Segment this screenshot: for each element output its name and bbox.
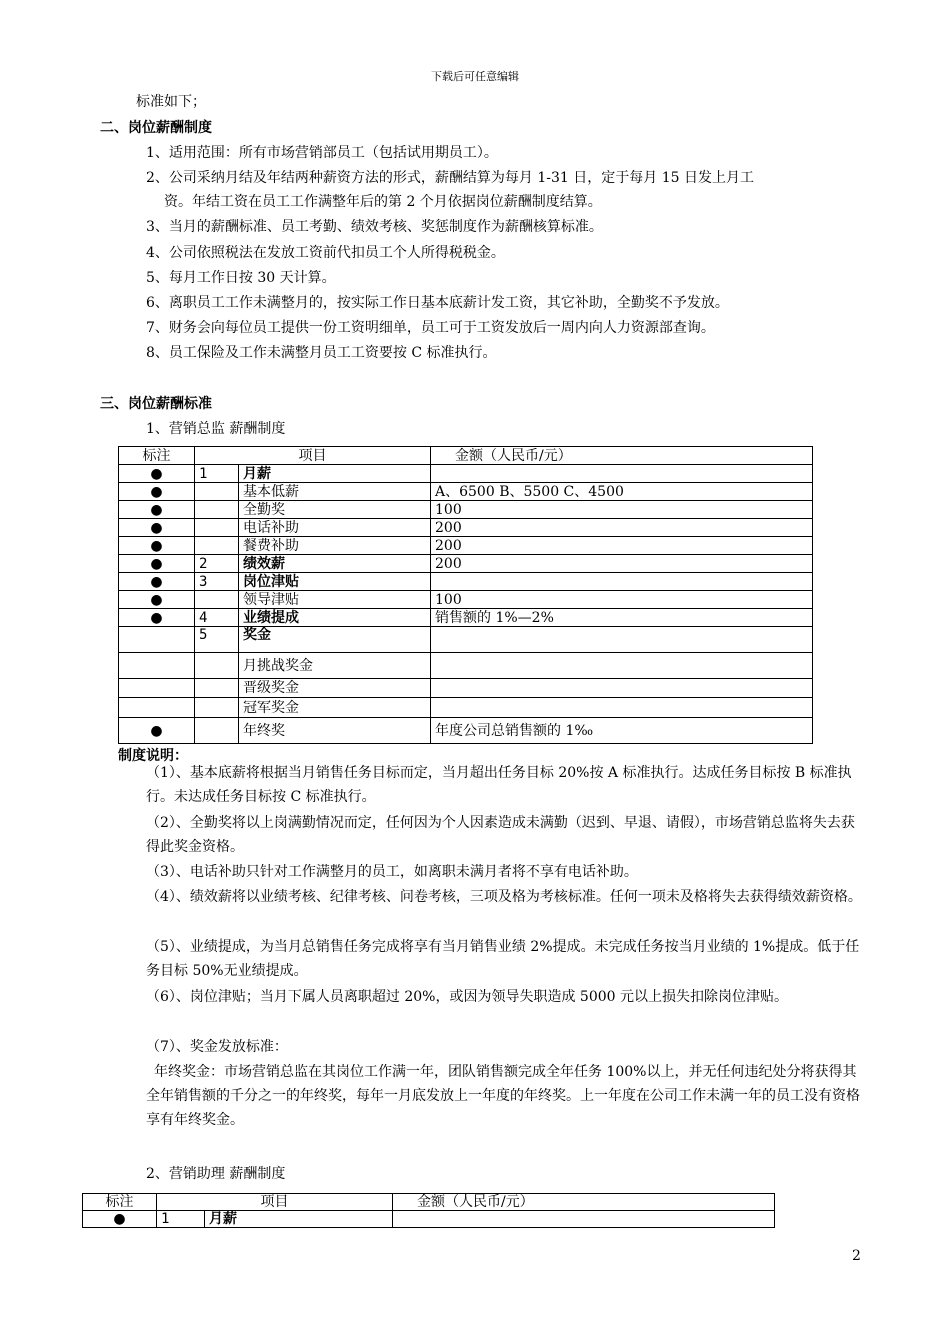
row-item: 晋级奖金 xyxy=(239,679,431,698)
note-paragraph: （7）、奖金发放标准： xyxy=(146,1039,288,1055)
row-mark: ● xyxy=(119,465,195,483)
row-mark: ● xyxy=(119,573,195,591)
section-2-item-continued: 资。年结工资在员工工作满整年后的第 2 个月依据岗位薪酬制度结算。 xyxy=(164,194,602,210)
note-paragraph: （6）、岗位津贴；当月下属人员离职超过 20%，或因为领导失职造成 5000 元以上损失扣除岗位津贴。 xyxy=(146,989,789,1005)
row-number xyxy=(195,537,239,555)
row-number xyxy=(195,653,239,679)
table-header-row xyxy=(119,447,813,465)
section-2-item: 7、财务会向每位员工提供一份工资明细单，员工可于工资发放后一周内向人力资源部查询。 xyxy=(146,320,715,336)
row-mark: ● xyxy=(119,591,195,609)
row-mark: ● xyxy=(119,609,195,627)
table-row xyxy=(119,718,813,744)
header-item: 项目 xyxy=(195,447,431,465)
section-2-item: 2、公司采纳月结及年结两种薪资方法的形式，薪酬结算为每月 1-31 日，定于每月 15 日发上月工 xyxy=(146,170,754,186)
note-paragraph: （5）、业绩提成，为当月总销售任务完成将享有当月销售业绩 2%提成。未完成任务按当月业绩的 1%提成。低于任务目标 50%无业绩提成。 xyxy=(146,939,860,979)
row-number xyxy=(195,501,239,519)
row-item: 领导津贴 xyxy=(239,591,431,609)
table-row xyxy=(119,653,813,679)
row-amount: 200 xyxy=(431,519,813,537)
row-mark xyxy=(119,627,195,653)
row-item: 月薪 xyxy=(239,465,431,483)
row-mark: ● xyxy=(119,501,195,519)
row-number: 1 xyxy=(195,465,239,483)
page-header: 下载后可任意编辑 xyxy=(431,70,519,83)
row-item: 月薪 xyxy=(205,1211,393,1228)
row-amount: 销售额的 1%—2% xyxy=(431,609,813,627)
row-mark: ● xyxy=(119,483,195,501)
row-item: 年终奖 xyxy=(239,718,431,744)
table-row xyxy=(119,537,813,555)
row-amount xyxy=(431,573,813,591)
row-item: 岗位津贴 xyxy=(239,573,431,591)
row-item: 绩效薪 xyxy=(239,555,431,573)
table-row xyxy=(119,591,813,609)
header-mark: 标注 xyxy=(83,1194,157,1211)
table-row xyxy=(119,679,813,698)
row-amount xyxy=(431,653,813,679)
row-amount: 年度公司总销售额的 1‰ xyxy=(431,718,813,744)
table-row xyxy=(119,519,813,537)
note-paragraph: （3）、电话补助只针对工作满整月的员工，如离职未满月者将不享有电话补助。 xyxy=(146,864,638,880)
row-number xyxy=(195,519,239,537)
table-row xyxy=(119,501,813,519)
row-amount: 100 xyxy=(431,591,813,609)
section-2-item: 3、当月的薪酬标准、员工考勤、绩效考核、奖惩制度作为薪酬核算标准。 xyxy=(146,219,603,235)
table-2-caption: 2、营销助理 薪酬制度 xyxy=(146,1166,286,1182)
row-number xyxy=(195,718,239,744)
section-2-item: 6、离职员工工作未满整月的，按实际工作日基本底薪计发工资，其它补助，全勤奖不予发放。 xyxy=(146,295,729,311)
row-mark: ● xyxy=(119,555,195,573)
section-2-title: 二、岗位薪酬制度 xyxy=(100,120,212,136)
note-paragraph: （4）、绩效薪将以业绩考核、纪律考核、问卷考核，三项及格为考核标准。任何一项未及格将失去获得绩效薪资格。 xyxy=(146,889,862,905)
row-amount xyxy=(431,698,813,718)
row-amount: 200 xyxy=(431,555,813,573)
row-number: 1 xyxy=(157,1211,205,1228)
note-paragraph: 年终奖金：市场营销总监在其岗位工作满一年，团队销售额完成全年任务 100%以上，并无任何违纪处分将获得其全年销售额的千分之一的年终奖，每年一月底发放上一年度的年终奖。上一年度在公司工作未满一年的员工没有资格享有年终奖金。 xyxy=(146,1064,860,1128)
row-mark: ● xyxy=(83,1211,157,1228)
row-mark xyxy=(119,679,195,698)
note-paragraph: （1）、基本底薪将根据当月销售任务目标而定，当月超出任务目标 20%按 A 标准执行。达成任务目标按 B 标准执行。未达成任务目标按 C 标准执行。 xyxy=(146,765,852,805)
row-item: 月挑战奖金 xyxy=(239,653,431,679)
row-number xyxy=(195,483,239,501)
row-item: 业绩提成 xyxy=(239,609,431,627)
row-number xyxy=(195,698,239,718)
page-number: 2 xyxy=(852,1248,861,1264)
salary-table-assistant xyxy=(82,1193,775,1228)
header-mark: 标注 xyxy=(119,447,195,465)
row-mark: ● xyxy=(119,537,195,555)
table-row xyxy=(119,627,813,653)
table-row xyxy=(83,1211,775,1228)
intro-text: 标准如下； xyxy=(136,94,206,110)
header-item: 项目 xyxy=(157,1194,393,1211)
row-mark xyxy=(119,653,195,679)
row-item: 冠军奖金 xyxy=(239,698,431,718)
table-header-row xyxy=(83,1194,775,1211)
row-number: 2 xyxy=(195,555,239,573)
row-item: 基本低薪 xyxy=(239,483,431,501)
row-mark xyxy=(119,698,195,718)
header-amount: 金额（人民币/元） xyxy=(431,447,813,465)
header-amount: 金额（人民币/元） xyxy=(393,1194,775,1211)
row-number: 3 xyxy=(195,573,239,591)
section-2-item: 4、公司依照税法在发放工资前代扣员工个人所得税税金。 xyxy=(146,245,505,261)
section-2-item: 5、每月工作日按 30 天计算。 xyxy=(146,270,336,286)
table-row xyxy=(119,465,813,483)
row-amount: A、6500 B、5500 C、4500 xyxy=(431,483,813,501)
notes-title: 制度说明： xyxy=(118,748,188,764)
table-row xyxy=(119,573,813,591)
row-number xyxy=(195,591,239,609)
table-row xyxy=(119,483,813,501)
row-number: 4 xyxy=(195,609,239,627)
row-amount xyxy=(431,465,813,483)
section-2-item: 8、员工保险及工作未满整月员工工资要按 C 标准执行。 xyxy=(146,345,497,361)
row-amount xyxy=(431,627,813,653)
row-amount xyxy=(393,1211,775,1228)
row-number xyxy=(195,679,239,698)
row-item: 电话补助 xyxy=(239,519,431,537)
section-2-item: 1、适用范围：所有市场营销部员工（包括试用期员工）。 xyxy=(146,145,498,161)
table-row xyxy=(119,609,813,627)
row-mark: ● xyxy=(119,519,195,537)
row-number: 5 xyxy=(195,627,239,653)
row-item: 餐费补助 xyxy=(239,537,431,555)
row-item: 全勤奖 xyxy=(239,501,431,519)
row-amount: 200 xyxy=(431,537,813,555)
table-1-caption: 1、营销总监 薪酬制度 xyxy=(146,421,286,437)
row-amount: 100 xyxy=(431,501,813,519)
section-3-title: 三、岗位薪酬标准 xyxy=(100,396,212,412)
row-mark: ● xyxy=(119,718,195,744)
table-row xyxy=(119,555,813,573)
note-paragraph: （2）、全勤奖将以上岗满勤情况而定，任何因为个人因素造成未满勤（迟到、早退、请假），市场营销总监将失去获得此奖金资格。 xyxy=(146,815,855,855)
row-item: 奖金 xyxy=(239,627,431,653)
table-row xyxy=(119,698,813,718)
salary-table-director xyxy=(118,446,813,744)
row-amount xyxy=(431,679,813,698)
